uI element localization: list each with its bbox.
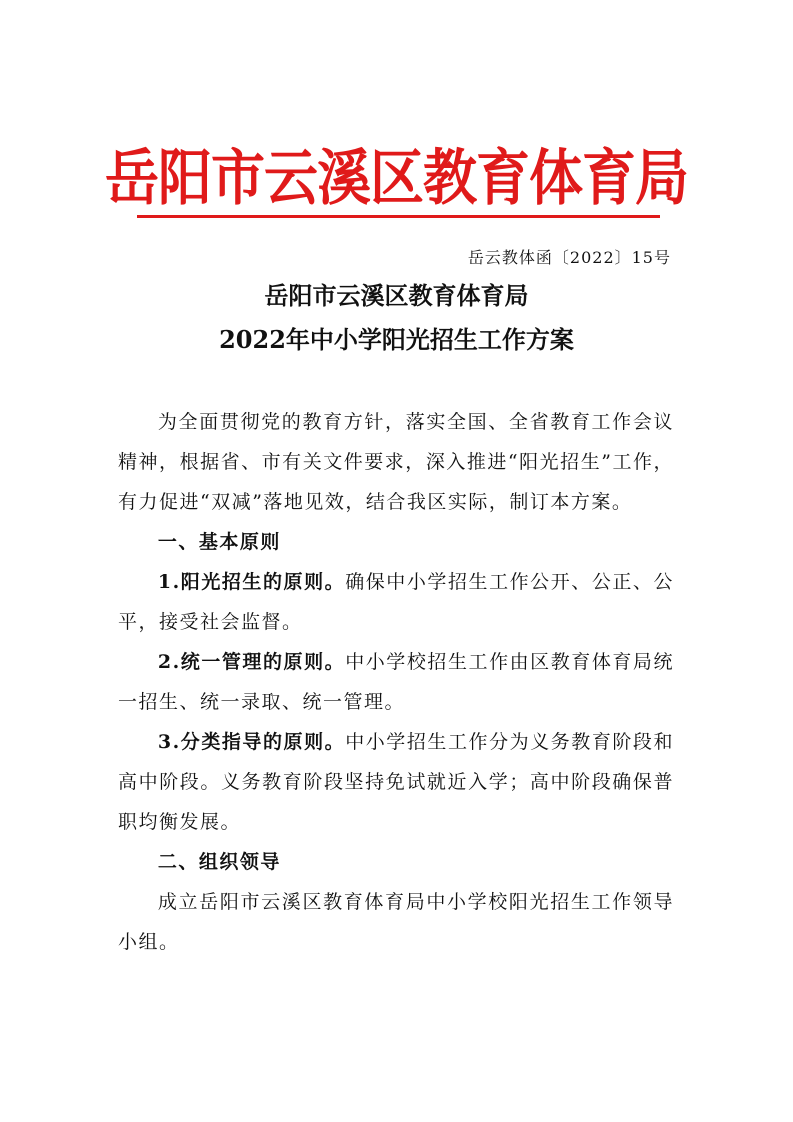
intro-paragraph: 为全面贯彻党的教育方针，落实全国、全省教育工作会议精神，根据省、市有关文件要求，深入推进“阳光招生”工作，有力促进“双减”落地见效，结合我区实际，制订本方案。 [118, 411, 674, 513]
document-title-line-1: 岳阳市云溪区教育体育局 [264, 281, 529, 310]
principle-3-title: 3.分类指导的原则。 [157, 731, 346, 753]
organization-paragraph: 成立岳阳市云溪区教育体育局中小学校阳光招生工作领导小组。 [118, 891, 674, 953]
letterhead-red-rule [137, 215, 660, 218]
section-heading-organization: 二、组织领导 [157, 851, 281, 873]
letterhead-title: 岳阳市云溪区教育体育局 [105, 141, 688, 214]
document-number: 岳云教体函〔2022〕15号 [467, 248, 671, 267]
principle-1-title: 1.阳光招生的原则。 [157, 571, 346, 593]
principle-1-text: 确保中小学招生工作公开、公正、公平，接受社会监督。 [118, 571, 674, 633]
principle-3-paragraph [118, 722, 674, 842]
principle-2-title: 2.统一管理的原则。 [157, 651, 346, 673]
document-title-line-2: 2022年中小学阳光招生工作方案 [219, 325, 574, 354]
section-heading-basic-principles: 一、基本原则 [157, 531, 281, 553]
principle-3-text: 中小学招生工作分为义务教育阶段和高中阶段。义务教育阶段坚持免试就近入学；高中阶段确保普职均衡发展。 [118, 731, 674, 833]
document-body [118, 402, 674, 962]
principle-2-text: 中小学校招生工作由区教育体育局统一招生、统一录取、统一管理。 [118, 651, 674, 713]
principle-2-paragraph [118, 642, 674, 722]
principle-1-paragraph [118, 562, 674, 642]
